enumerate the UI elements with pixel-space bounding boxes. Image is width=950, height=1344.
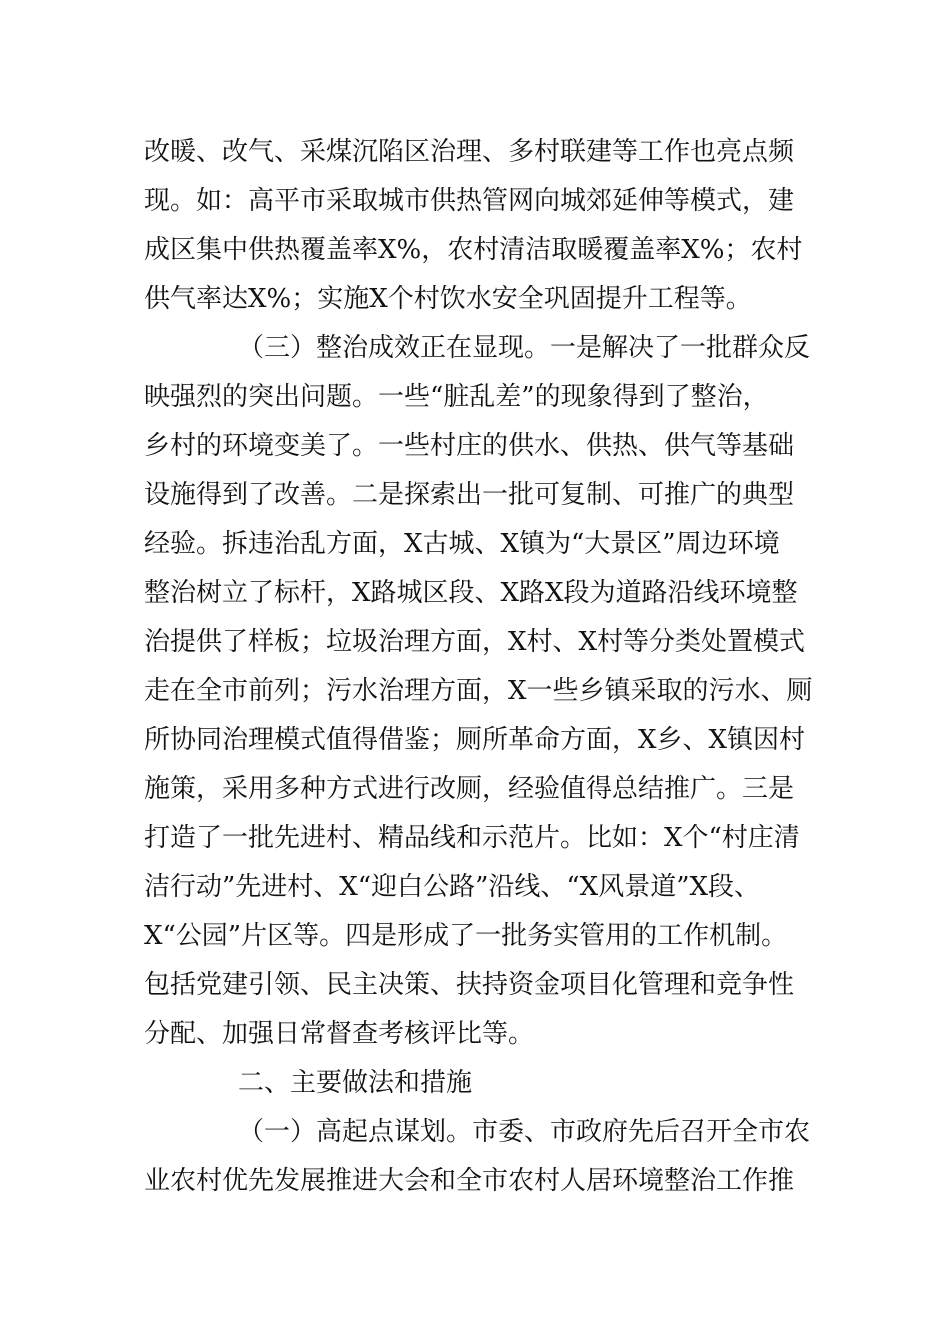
body-text-line: 乡村的环境变美了。一些村庄的供水、供热、供气等基础	[144, 431, 795, 461]
body-text-line: 整治树立了标杆，X路城区段、X路X段为道路沿线环境整	[144, 578, 798, 608]
body-text-line: X“公园”片区等。四是形成了一批务实管用的工作机制。	[144, 921, 788, 951]
paragraph-start-line: （一）高起点谋划。市委、市政府先后召开全市农	[238, 1117, 811, 1147]
body-text-line: 打造了一批先进村、精品线和示范片。比如：X个“村庄清	[144, 823, 800, 853]
body-text-line: 业农村优先发展推进大会和全市农村人居环境整治工作推	[144, 1166, 795, 1196]
body-text-line: 供气率达X%；实施X个村饮水安全巩固提升工程等。	[144, 284, 752, 314]
body-text-line: 分配、加强日常督查考核评比等。	[144, 1019, 535, 1049]
body-text-line: 现。如：高平市采取城市供热管网向城郊延伸等模式，建	[144, 186, 795, 216]
body-text-line: 施策，采用多种方式进行改厕，经验值得总结推广。三是	[144, 774, 795, 804]
body-text-line: 成区集中供热覆盖率X%，农村清洁取暖覆盖率X%；农村	[144, 235, 803, 265]
body-text-line: 经验。拆违治乱方面，X古城、X镇为“大景区”周边环境	[144, 529, 780, 559]
section-heading: 二、主要做法和措施	[238, 1068, 473, 1098]
body-text-line: 改暖、改气、采煤沉陷区治理、多村联建等工作也亮点频	[144, 137, 795, 167]
body-text-line: 走在全市前列；污水治理方面，X一些乡镇采取的污水、厕	[144, 676, 813, 706]
paragraph-start-line: （三）整治成效正在显现。一是解决了一批群众反	[238, 333, 811, 363]
body-text-line: 设施得到了改善。二是探索出一批可复制、可推广的典型	[144, 480, 795, 510]
body-text-line: 洁行动”先进村、X“迎白公路”沿线、“X风景道”X段、	[144, 872, 760, 902]
body-text-line: 映强烈的突出问题。一些“脏乱差”的现象得到了整治，	[144, 382, 769, 412]
body-text-line: 包括党建引领、民主决策、扶持资金项目化管理和竞争性	[144, 970, 795, 1000]
body-text-line: 所协同治理模式值得借鉴；厕所革命方面，X乡、X镇因村	[144, 725, 806, 755]
body-text-line: 治提供了样板；垃圾治理方面，X村、X村等分类处置模式	[144, 627, 806, 657]
